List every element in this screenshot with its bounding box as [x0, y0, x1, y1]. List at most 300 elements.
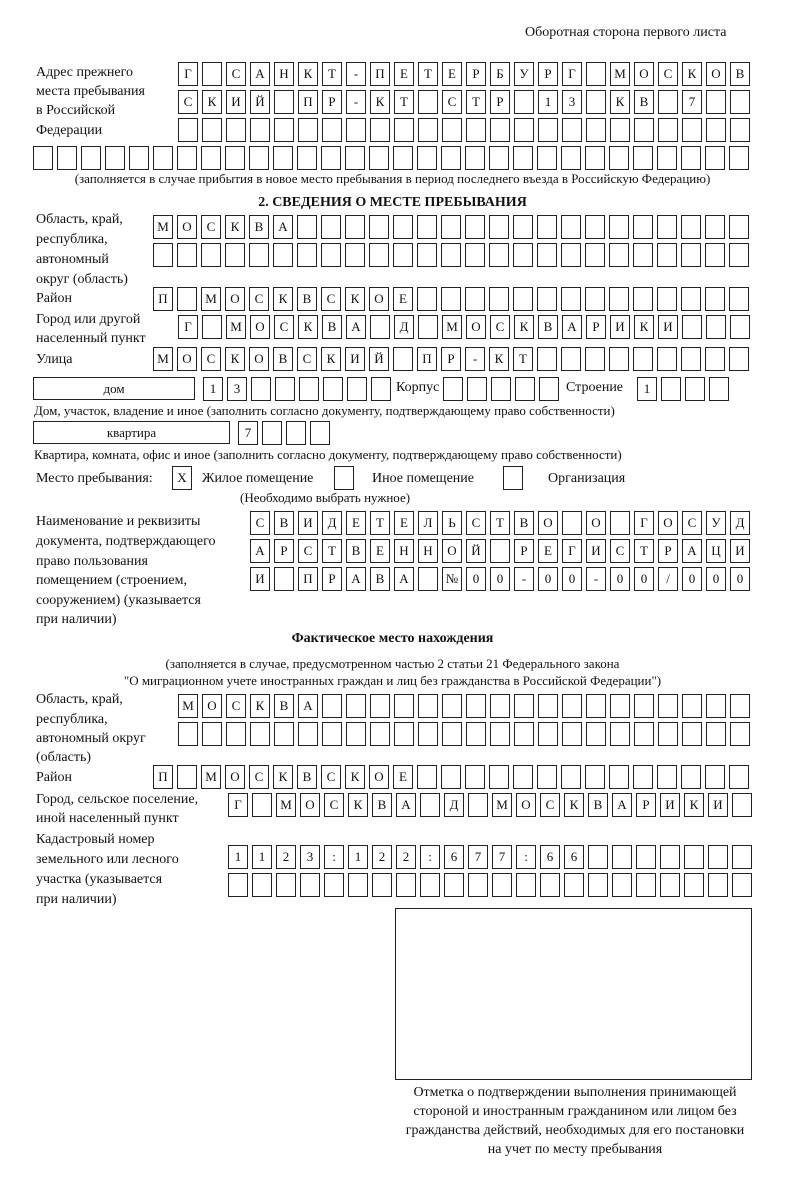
char-box[interactable]: И [708, 793, 728, 817]
char-box[interactable] [178, 118, 198, 142]
char-box[interactable] [442, 694, 462, 718]
char-box[interactable]: Д [730, 511, 750, 535]
char-box[interactable] [706, 118, 726, 142]
char-box[interactable] [561, 243, 581, 267]
char-box[interactable] [705, 765, 725, 789]
char-box[interactable] [514, 90, 534, 114]
char-box[interactable] [633, 765, 653, 789]
char-box[interactable] [252, 873, 272, 897]
char-box[interactable]: 6 [564, 845, 584, 869]
char-box[interactable] [489, 243, 509, 267]
char-box[interactable] [706, 315, 726, 339]
char-box[interactable] [609, 287, 629, 311]
char-box[interactable] [177, 243, 197, 267]
char-box[interactable]: 0 [538, 567, 558, 591]
char-box[interactable] [226, 722, 246, 746]
char-box[interactable] [633, 243, 653, 267]
char-box[interactable] [732, 873, 752, 897]
char-box[interactable]: В [322, 315, 342, 339]
char-box[interactable]: Р [658, 539, 678, 563]
char-box[interactable] [562, 118, 582, 142]
char-box[interactable] [370, 722, 390, 746]
char-box[interactable] [418, 90, 438, 114]
char-box[interactable]: Т [322, 62, 342, 86]
char-box[interactable] [684, 845, 704, 869]
char-box[interactable] [417, 146, 437, 170]
char-box[interactable] [633, 287, 653, 311]
char-box[interactable]: К [345, 287, 365, 311]
char-box[interactable] [297, 146, 317, 170]
char-box[interactable] [658, 118, 678, 142]
apartment-type-field[interactable]: квартира [33, 421, 230, 444]
char-box[interactable]: П [298, 90, 318, 114]
char-box[interactable] [660, 873, 680, 897]
char-box[interactable]: О [369, 765, 389, 789]
char-box[interactable]: С [442, 90, 462, 114]
char-box[interactable] [201, 243, 221, 267]
char-box[interactable] [609, 347, 629, 371]
char-box[interactable]: Р [490, 90, 510, 114]
char-box[interactable] [537, 347, 557, 371]
char-box[interactable]: С [249, 765, 269, 789]
char-box[interactable]: А [394, 567, 414, 591]
char-box[interactable] [420, 793, 440, 817]
char-box[interactable]: О [250, 315, 270, 339]
char-box[interactable] [274, 118, 294, 142]
char-box[interactable]: Ь [442, 511, 462, 535]
char-box[interactable] [465, 287, 485, 311]
char-box[interactable] [322, 722, 342, 746]
char-box[interactable] [442, 118, 462, 142]
char-box[interactable] [537, 765, 557, 789]
char-box[interactable]: О [634, 62, 654, 86]
char-box[interactable] [286, 421, 306, 445]
char-box[interactable] [585, 243, 605, 267]
char-box[interactable] [657, 347, 677, 371]
char-box[interactable] [417, 243, 437, 267]
char-box[interactable]: - [514, 567, 534, 591]
char-box[interactable] [657, 243, 677, 267]
char-box[interactable]: - [465, 347, 485, 371]
char-box[interactable] [730, 694, 750, 718]
char-box[interactable] [657, 765, 677, 789]
char-box[interactable]: К [489, 347, 509, 371]
char-box[interactable]: К [348, 793, 368, 817]
char-box[interactable]: И [250, 567, 270, 591]
char-box[interactable]: 3 [227, 377, 247, 401]
char-box[interactable]: Д [394, 315, 414, 339]
char-box[interactable]: С [321, 287, 341, 311]
char-box[interactable]: П [153, 765, 173, 789]
char-box[interactable]: С [540, 793, 560, 817]
char-box[interactable]: А [346, 567, 366, 591]
char-box[interactable] [129, 146, 149, 170]
char-box[interactable]: С [226, 62, 246, 86]
char-box[interactable] [465, 243, 485, 267]
char-box[interactable] [561, 347, 581, 371]
char-box[interactable] [586, 694, 606, 718]
char-box[interactable] [661, 377, 681, 401]
char-box[interactable] [322, 694, 342, 718]
char-box[interactable] [274, 90, 294, 114]
char-box[interactable]: Д [444, 793, 464, 817]
char-box[interactable] [177, 765, 197, 789]
char-box[interactable] [369, 243, 389, 267]
char-box[interactable]: О [369, 287, 389, 311]
char-box[interactable] [562, 694, 582, 718]
char-box[interactable] [370, 694, 390, 718]
char-box[interactable]: А [250, 539, 270, 563]
char-box[interactable] [610, 118, 630, 142]
char-box[interactable] [201, 146, 221, 170]
char-box[interactable] [274, 722, 294, 746]
char-box[interactable] [732, 845, 752, 869]
char-box[interactable] [466, 118, 486, 142]
char-box[interactable]: М [226, 315, 246, 339]
char-box[interactable] [586, 118, 606, 142]
char-box[interactable]: 0 [466, 567, 486, 591]
char-box[interactable] [561, 765, 581, 789]
char-box[interactable]: 0 [490, 567, 510, 591]
char-box[interactable] [636, 873, 656, 897]
char-box[interactable] [297, 215, 317, 239]
char-box[interactable] [732, 793, 752, 817]
char-box[interactable] [202, 118, 222, 142]
char-box[interactable]: В [274, 694, 294, 718]
char-box[interactable]: 7 [238, 421, 258, 445]
char-box[interactable] [706, 722, 726, 746]
char-box[interactable]: 0 [706, 567, 726, 591]
char-box[interactable]: Е [442, 62, 462, 86]
char-box[interactable]: В [370, 567, 390, 591]
char-box[interactable] [202, 62, 222, 86]
char-box[interactable]: В [297, 765, 317, 789]
char-box[interactable] [465, 215, 485, 239]
char-box[interactable]: А [298, 694, 318, 718]
char-box[interactable] [634, 722, 654, 746]
char-box[interactable] [685, 377, 705, 401]
char-box[interactable] [489, 765, 509, 789]
char-box[interactable] [105, 146, 125, 170]
char-box[interactable] [369, 146, 389, 170]
char-box[interactable]: Г [562, 62, 582, 86]
char-box[interactable] [585, 347, 605, 371]
char-box[interactable]: А [682, 539, 702, 563]
char-box[interactable] [346, 694, 366, 718]
char-box[interactable] [465, 146, 485, 170]
char-box[interactable] [489, 215, 509, 239]
char-box[interactable]: 2 [276, 845, 296, 869]
char-box[interactable]: Р [274, 539, 294, 563]
char-box[interactable] [634, 694, 654, 718]
char-box[interactable]: Т [513, 347, 533, 371]
char-box[interactable]: О [177, 347, 197, 371]
char-box[interactable] [441, 765, 461, 789]
char-box[interactable]: С [610, 539, 630, 563]
char-box[interactable]: 1 [538, 90, 558, 114]
char-box[interactable] [588, 873, 608, 897]
char-box[interactable] [252, 793, 272, 817]
char-box[interactable] [251, 377, 271, 401]
char-box[interactable] [372, 873, 392, 897]
char-box[interactable] [585, 146, 605, 170]
char-box[interactable] [81, 146, 101, 170]
char-box[interactable]: В [538, 315, 558, 339]
char-box[interactable] [441, 215, 461, 239]
char-box[interactable]: С [201, 215, 221, 239]
char-box[interactable] [513, 215, 533, 239]
char-box[interactable]: М [201, 765, 221, 789]
char-box[interactable]: С [274, 315, 294, 339]
char-box[interactable] [514, 118, 534, 142]
char-box[interactable] [300, 873, 320, 897]
char-box[interactable]: Й [466, 539, 486, 563]
char-box[interactable] [514, 694, 534, 718]
char-box[interactable] [658, 694, 678, 718]
char-box[interactable] [321, 215, 341, 239]
char-box[interactable] [418, 118, 438, 142]
char-box[interactable]: С [201, 347, 221, 371]
char-box[interactable] [441, 243, 461, 267]
char-box[interactable] [418, 694, 438, 718]
char-box[interactable]: К [610, 90, 630, 114]
char-box[interactable]: С [178, 90, 198, 114]
char-box[interactable]: К [684, 793, 704, 817]
char-box[interactable] [538, 118, 558, 142]
char-box[interactable]: М [610, 62, 630, 86]
char-box[interactable]: М [276, 793, 296, 817]
char-box[interactable] [298, 118, 318, 142]
char-box[interactable]: С [297, 347, 317, 371]
char-box[interactable] [585, 287, 605, 311]
char-box[interactable] [466, 694, 486, 718]
char-box[interactable] [561, 215, 581, 239]
char-box[interactable]: О [538, 511, 558, 535]
char-box[interactable] [610, 694, 630, 718]
char-box[interactable] [684, 873, 704, 897]
char-box[interactable]: 7 [682, 90, 702, 114]
char-box[interactable] [513, 146, 533, 170]
char-box[interactable] [681, 287, 701, 311]
char-box[interactable]: Е [370, 539, 390, 563]
char-box[interactable] [660, 845, 680, 869]
char-box[interactable]: В [514, 511, 534, 535]
char-box[interactable]: П [370, 62, 390, 86]
char-box[interactable]: В [346, 539, 366, 563]
house-type-field[interactable]: дом [33, 377, 195, 400]
char-box[interactable] [225, 243, 245, 267]
char-box[interactable] [612, 845, 632, 869]
char-box[interactable] [322, 118, 342, 142]
char-box[interactable]: Р [322, 90, 342, 114]
char-box[interactable]: М [153, 215, 173, 239]
char-box[interactable]: М [178, 694, 198, 718]
char-box[interactable] [348, 873, 368, 897]
char-box[interactable]: С [682, 511, 702, 535]
char-box[interactable] [276, 873, 296, 897]
char-box[interactable] [610, 511, 630, 535]
char-box[interactable]: П [298, 567, 318, 591]
char-box[interactable] [202, 722, 222, 746]
char-box[interactable] [538, 694, 558, 718]
char-box[interactable] [562, 511, 582, 535]
char-box[interactable] [250, 722, 270, 746]
char-box[interactable] [585, 215, 605, 239]
char-box[interactable]: Г [562, 539, 582, 563]
char-box[interactable]: 2 [396, 845, 416, 869]
char-box[interactable] [275, 377, 295, 401]
char-box[interactable]: Е [393, 287, 413, 311]
char-box[interactable]: 1 [637, 377, 657, 401]
char-box[interactable]: Р [636, 793, 656, 817]
char-box[interactable] [370, 315, 390, 339]
char-box[interactable] [730, 722, 750, 746]
char-box[interactable]: Т [322, 539, 342, 563]
char-box[interactable] [393, 243, 413, 267]
char-box[interactable] [490, 118, 510, 142]
char-box[interactable] [489, 146, 509, 170]
char-box[interactable]: С [298, 539, 318, 563]
char-box[interactable] [345, 215, 365, 239]
char-box[interactable]: Й [369, 347, 389, 371]
char-box[interactable]: 6 [540, 845, 560, 869]
char-box[interactable] [442, 722, 462, 746]
char-box[interactable] [705, 287, 725, 311]
char-box[interactable] [705, 215, 725, 239]
char-box[interactable]: С [490, 315, 510, 339]
char-box[interactable] [657, 146, 677, 170]
char-box[interactable]: Ц [706, 539, 726, 563]
char-box[interactable]: В [730, 62, 750, 86]
char-box[interactable] [609, 215, 629, 239]
char-box[interactable] [297, 243, 317, 267]
char-box[interactable]: О [249, 347, 269, 371]
char-box[interactable] [681, 347, 701, 371]
char-box[interactable]: В [634, 90, 654, 114]
char-box[interactable] [490, 694, 510, 718]
char-box[interactable]: Д [322, 511, 342, 535]
char-box[interactable] [441, 146, 461, 170]
char-box[interactable]: Б [490, 62, 510, 86]
char-box[interactable] [393, 146, 413, 170]
char-box[interactable] [513, 243, 533, 267]
char-box[interactable] [249, 146, 269, 170]
char-box[interactable]: У [706, 511, 726, 535]
char-box[interactable]: : [420, 845, 440, 869]
char-box[interactable] [633, 146, 653, 170]
char-box[interactable] [321, 146, 341, 170]
char-box[interactable]: 1 [252, 845, 272, 869]
char-box[interactable]: 1 [203, 377, 223, 401]
char-box[interactable]: М [153, 347, 173, 371]
char-box[interactable] [443, 377, 463, 401]
char-box[interactable] [705, 243, 725, 267]
char-box[interactable] [418, 315, 438, 339]
char-box[interactable]: А [396, 793, 416, 817]
char-box[interactable] [709, 377, 729, 401]
char-box[interactable]: 3 [562, 90, 582, 114]
char-box[interactable]: Р [514, 539, 534, 563]
char-box[interactable] [636, 845, 656, 869]
char-box[interactable]: 0 [634, 567, 654, 591]
char-box[interactable] [586, 722, 606, 746]
char-box[interactable] [417, 215, 437, 239]
char-box[interactable] [729, 765, 749, 789]
char-box[interactable] [394, 694, 414, 718]
char-box[interactable]: С [250, 511, 270, 535]
char-box[interactable] [250, 118, 270, 142]
char-box[interactable]: Г [178, 62, 198, 86]
char-box[interactable]: 0 [610, 567, 630, 591]
char-box[interactable] [588, 845, 608, 869]
char-box[interactable] [514, 722, 534, 746]
char-box[interactable]: А [612, 793, 632, 817]
char-box[interactable] [274, 567, 294, 591]
char-box[interactable] [681, 146, 701, 170]
char-box[interactable] [634, 118, 654, 142]
char-box[interactable]: К [564, 793, 584, 817]
char-box[interactable]: Т [634, 539, 654, 563]
char-box[interactable] [273, 146, 293, 170]
char-box[interactable] [729, 243, 749, 267]
char-box[interactable]: А [250, 62, 270, 86]
char-box[interactable] [299, 377, 319, 401]
char-box[interactable] [561, 146, 581, 170]
char-box[interactable] [444, 873, 464, 897]
char-box[interactable]: / [658, 567, 678, 591]
char-box[interactable]: О [202, 694, 222, 718]
char-box[interactable] [585, 765, 605, 789]
char-box[interactable]: С [324, 793, 344, 817]
char-box[interactable] [490, 722, 510, 746]
char-box[interactable]: А [562, 315, 582, 339]
char-box[interactable] [586, 90, 606, 114]
char-box[interactable]: А [273, 215, 293, 239]
char-box[interactable] [298, 722, 318, 746]
char-box[interactable] [466, 722, 486, 746]
char-box[interactable]: - [346, 62, 366, 86]
char-box[interactable]: О [706, 62, 726, 86]
char-box[interactable] [562, 722, 582, 746]
char-box[interactable]: М [442, 315, 462, 339]
char-box[interactable] [681, 765, 701, 789]
char-box[interactable]: 0 [730, 567, 750, 591]
char-box[interactable]: Т [370, 511, 390, 535]
char-box[interactable]: С [249, 287, 269, 311]
char-box[interactable]: Т [490, 511, 510, 535]
char-box[interactable]: К [634, 315, 654, 339]
char-box[interactable] [729, 215, 749, 239]
char-box[interactable]: К [225, 347, 245, 371]
char-box[interactable] [537, 215, 557, 239]
char-box[interactable] [609, 146, 629, 170]
char-box[interactable]: А [346, 315, 366, 339]
char-box[interactable]: Г [228, 793, 248, 817]
char-box[interactable]: 3 [300, 845, 320, 869]
char-box[interactable]: Р [586, 315, 606, 339]
char-box[interactable]: О [300, 793, 320, 817]
char-box[interactable] [33, 146, 53, 170]
char-box[interactable]: Т [466, 90, 486, 114]
char-box[interactable]: С [321, 765, 341, 789]
char-box[interactable] [153, 243, 173, 267]
char-box[interactable] [420, 873, 440, 897]
char-box[interactable] [730, 118, 750, 142]
char-box[interactable] [417, 765, 437, 789]
char-box[interactable] [705, 347, 725, 371]
char-box[interactable]: С [226, 694, 246, 718]
char-box[interactable] [347, 377, 367, 401]
